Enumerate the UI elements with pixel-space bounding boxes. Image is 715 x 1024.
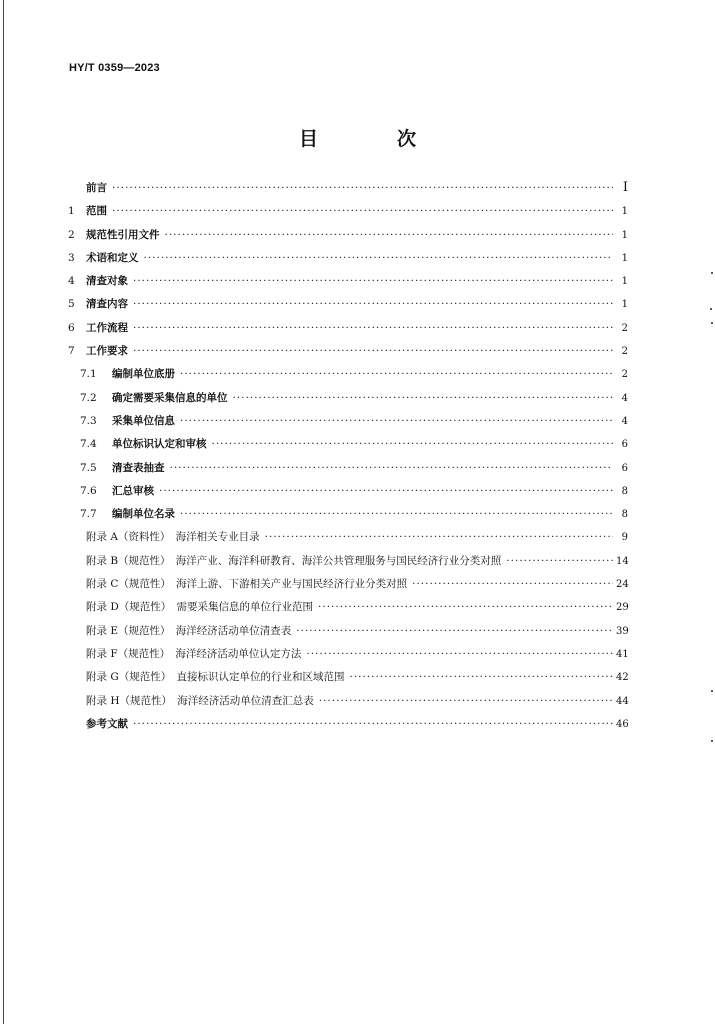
- toc-entry-page: 44: [616, 695, 629, 707]
- toc-entry-label: 编制单位名录: [112, 508, 175, 521]
- toc-entry[interactable]: [68, 203, 628, 226]
- toc-entry-page: 42: [616, 672, 629, 684]
- toc-leader-dots: [133, 322, 613, 334]
- toc-entry[interactable]: [68, 529, 628, 552]
- toc-entry-label: 清查对象: [86, 275, 128, 288]
- toc-entry-page: 24: [616, 579, 629, 591]
- toc-entry-label: 单位标识认定和审核: [112, 438, 207, 451]
- toc-entry[interactable]: [68, 273, 628, 296]
- toc-leader-dots: [133, 718, 613, 730]
- toc-entry[interactable]: [68, 646, 628, 669]
- toc-entry-page: 2: [621, 369, 628, 381]
- toc-leader-dots: [180, 508, 613, 520]
- toc-entry-page: 14: [616, 555, 629, 567]
- toc-entry-page: I: [622, 180, 628, 195]
- table-of-contents: [68, 180, 628, 739]
- toc-entry-number: 1: [68, 205, 75, 218]
- toc-entry-page: 1: [621, 206, 628, 218]
- toc-entry[interactable]: [68, 320, 628, 343]
- toc-entry-label: 清查表抽查: [112, 461, 165, 474]
- toc-entry-label: 附录 D（规范性） 需要采集信息的单位行业范围: [86, 601, 314, 614]
- toc-entry[interactable]: [68, 669, 628, 692]
- toc-entry-page: 46: [616, 718, 629, 730]
- toc-entry-number: 4: [68, 275, 75, 288]
- toc-leader-dots: [112, 182, 613, 194]
- toc-entry-page: 39: [616, 625, 629, 637]
- toc-leader-dots: [144, 252, 614, 264]
- toc-entry-label: 工作流程: [86, 321, 128, 334]
- toc-entry-page: 1: [621, 276, 628, 288]
- toc-entry-label: 参考文献: [86, 717, 128, 730]
- toc-entry[interactable]: [68, 599, 628, 622]
- toc-entry-label: 采集单位信息: [112, 414, 175, 427]
- toc-leader-dots: [349, 671, 613, 683]
- toc-leader-dots: [296, 625, 613, 637]
- toc-entry[interactable]: [68, 623, 628, 646]
- toc-entry-page: 41: [616, 648, 629, 660]
- toc-entry-page: 4: [621, 415, 628, 427]
- toc-leader-dots: [233, 392, 614, 404]
- toc-entry-label: 附录 G（规范性） 直接标识认定单位的行业和区域范围: [86, 671, 345, 684]
- toc-entry-label: 术语和定义: [86, 251, 139, 264]
- toc-entry-label: 附录 H（规范性） 海洋经济活动单位清查汇总表: [86, 694, 314, 707]
- toc-entry-number: 7.7: [80, 508, 97, 521]
- toc-entry-label: 附录 C（规范性） 海洋上游、下游相关产业与国民经济行业分类对照: [86, 578, 408, 591]
- toc-entry-page: 9: [621, 532, 628, 544]
- toc-entry-page: 1: [621, 229, 628, 241]
- toc-entry-label: 清查内容: [86, 298, 128, 311]
- toc-entry[interactable]: [68, 576, 628, 599]
- toc-entry-number: 7.5: [80, 461, 97, 474]
- scan-speck: [711, 690, 713, 692]
- toc-entry[interactable]: [68, 296, 628, 319]
- toc-leader-dots: [412, 578, 613, 590]
- toc-entry[interactable]: [68, 483, 628, 506]
- toc-entry-page: 2: [621, 346, 628, 358]
- toc-entry-number: 7.6: [80, 484, 97, 497]
- toc-leader-dots: [180, 415, 613, 427]
- toc-entry-label: 前言: [86, 182, 107, 194]
- toc-entry[interactable]: [68, 250, 628, 273]
- toc-entry[interactable]: [68, 436, 628, 459]
- toc-entry-page: 4: [621, 392, 628, 404]
- toc-entry-page: 1: [621, 299, 628, 311]
- toc-leader-dots: [133, 275, 613, 287]
- toc-leader-dots: [133, 298, 613, 310]
- toc-entry[interactable]: [68, 693, 628, 716]
- toc-entry[interactable]: [68, 343, 628, 366]
- toc-entry-label: 工作要求: [86, 345, 128, 358]
- toc-entry[interactable]: [68, 413, 628, 436]
- toc-entry-number: 3: [68, 251, 75, 264]
- toc-entry-number: 7.3: [80, 414, 97, 427]
- standard-code: HY/T 0359—2023: [69, 62, 160, 74]
- toc-entry[interactable]: [68, 366, 628, 389]
- toc-entry[interactable]: [68, 180, 628, 203]
- toc-entry-label: 附录 B（规范性） 海洋产业、海洋科研教育、海洋公共管理服务与国民经济行业分类对照: [86, 554, 502, 567]
- toc-entry-page: 6: [621, 462, 628, 474]
- toc-leader-dots: [265, 531, 613, 543]
- toc-leader-dots: [318, 601, 613, 613]
- toc-leader-dots: [212, 438, 614, 450]
- toc-entry-label: 附录 F（规范性） 海洋经济活动单位认定方法: [86, 647, 302, 660]
- toc-entry[interactable]: [68, 227, 628, 250]
- toc-entry-label: 附录 E（规范性） 海洋经济活动单位清查表: [86, 624, 292, 637]
- toc-entry-number: 7.4: [80, 438, 97, 451]
- toc-entry[interactable]: [68, 460, 628, 483]
- page-edge-line: [3, 0, 4, 1024]
- toc-entry-page: 6: [621, 439, 628, 451]
- toc-entry-label: 范围: [86, 205, 107, 218]
- toc-entry-page: 8: [621, 485, 628, 497]
- toc-leader-dots: [112, 205, 613, 217]
- toc-leader-dots: [165, 229, 614, 241]
- toc-entry-number: 7: [68, 345, 75, 358]
- toc-entry-label: 编制单位底册: [112, 368, 175, 381]
- toc-entry[interactable]: [68, 506, 628, 529]
- toc-leader-dots: [319, 695, 613, 707]
- toc-entry-label: 汇总审核: [112, 484, 154, 497]
- toc-entry[interactable]: [68, 716, 628, 739]
- toc-entry-page: 1: [621, 252, 628, 264]
- toc-leader-dots: [506, 555, 613, 567]
- toc-entry-number: 7.2: [80, 391, 97, 404]
- toc-entry-label: 确定需要采集信息的单位: [112, 391, 228, 404]
- toc-leader-dots: [180, 368, 613, 380]
- toc-entry-number: 5: [68, 298, 75, 311]
- toc-entry-label: 附录 A（资料性） 海洋相关专业目录: [86, 531, 260, 544]
- scan-speck: [711, 272, 713, 274]
- toc-leader-dots: [170, 462, 614, 474]
- toc-entry-number: 2: [68, 228, 75, 241]
- page-title: 目 次: [298, 128, 446, 150]
- scan-speck: [711, 322, 713, 324]
- toc-leader-dots: [306, 648, 613, 660]
- toc-entry[interactable]: [68, 553, 628, 576]
- toc-entry-number: 7.1: [80, 368, 97, 381]
- toc-entry-number: 6: [68, 321, 75, 334]
- toc-entry-page: 2: [621, 322, 628, 334]
- toc-leader-dots: [133, 345, 613, 357]
- toc-entry[interactable]: [68, 390, 628, 413]
- scan-speck: [710, 308, 712, 310]
- toc-entry-label: 规范性引用文件: [86, 228, 160, 241]
- toc-entry-page: 29: [616, 602, 629, 614]
- toc-leader-dots: [159, 485, 613, 497]
- toc-entry-page: 8: [621, 509, 628, 521]
- scan-speck: [711, 740, 713, 742]
